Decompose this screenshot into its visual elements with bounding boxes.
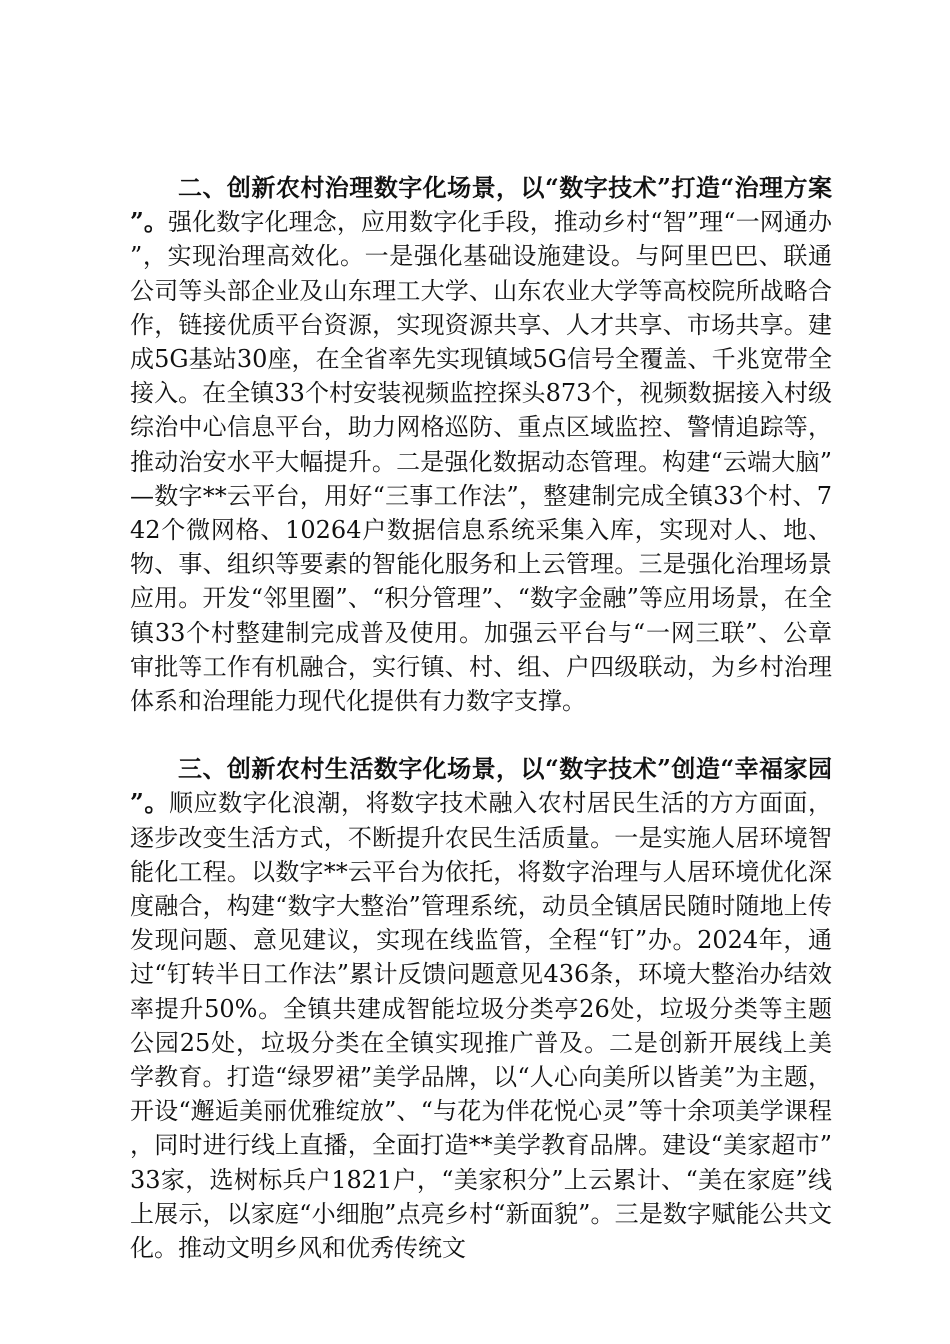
- section-2-paragraph: [130, 171, 832, 718]
- section-3-paragraph: [130, 752, 832, 1265]
- section-3-heading: 三、创新农村生活数字化场景，以“数字技术”创造“幸福家园”。: [130, 754, 832, 818]
- section-2-body: 强化数字化理念，应用数字化手段，推动乡村“智”理“一网通办”，实现治理高效化。一是强化基础设施建设。与阿里巴巴、联通公司等头部企业及山东理工大学、山东农业大学等高校院所战略合作，链接优质平台资源，实现资源共享、人才共享、市场共享。建成5G基站30座，在全省率先实现镇域5G信号全覆盖、千兆宽带全接入。在全镇33个村安装视频监控探头873个，视频数据接入村级综治中心信息平台，助力网格巡防、重点区域监控、警情追踪等，推动治安水平大幅提升。二是强化数据动态管理。构建“云端大脑”—数字**云平台，用好“三事工作法”，整建制完成全镇33个村、742个微网格、10264户数据信息系统采集入库，实现对人、地、物、事、组织等要素的智能化服务和上云管理。三是强化治理场景应用。开发“邻里圈”、“积分管理”、“数字金融”等应用场景，在全镇33个村整建制完成普及使用。加强云平台与“一网三联”、公章审批等工作有机融合，实行镇、村、组、户四级联动，为乡村治理体系和治理能力现代化提供有力数字支撑。: [130, 208, 832, 716]
- section-2-heading: 二、创新农村治理数字化场景，以“数字技术”打造“治理方案”。: [130, 173, 832, 237]
- document-page: [130, 171, 832, 1265]
- section-3-body: 顺应数字化浪潮，将数字技术融入农村居民生活的方方面面，逐步改变生活方式，不断提升农民生活质量。一是实施人居环境智能化工程。以数字**云平台为依托，将数字治理与人居环境优化深度融合，构建“数字大整治”管理系统，动员全镇居民随时随地上传发现问题、意见建议，实现在线监管，全程“钉”办。2024年，通过“钉转半日工作法”累计反馈问题意见436条，环境大整治办结效率提升50%。全镇共建成智能垃圾分类亭26处，垃圾分类等主题公园25处，垃圾分类在全镇实现推广普及。二是创新开展线上美学教育。打造“绿罗裙”美学品牌，以“人心向美所以皆美”为主题，开设“邂逅美丽优雅绽放”、“与花为伴花悦心灵”等十余项美学课程，同时进行线上直播，全面打造**美学教育品牌。建设“美家超市”33家，选树标兵户1821户，“美家积分”上云累计、“美在家庭”线上展示，以家庭“小细胞”点亮乡村“新面貌”。三是数字赋能公共文化。推动文明乡风和优秀传统文: [130, 789, 832, 1263]
